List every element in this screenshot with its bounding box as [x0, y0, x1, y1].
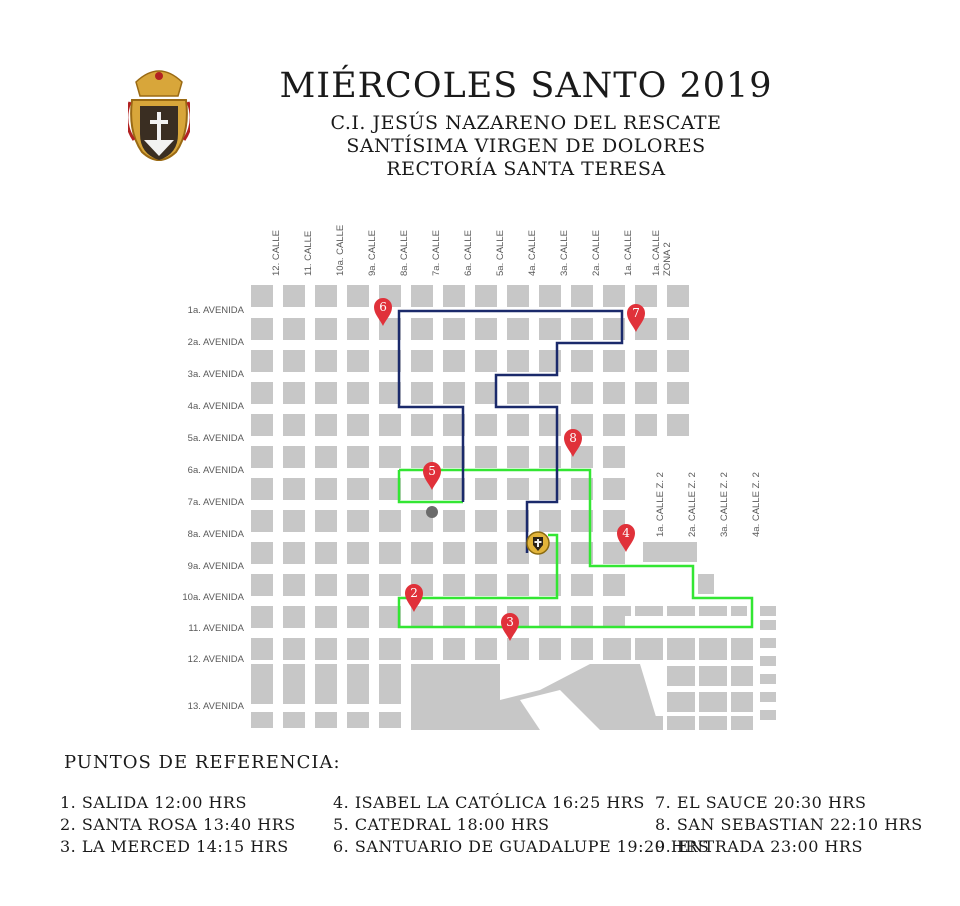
city-block: [379, 664, 401, 704]
subtitle-line-2: SANTÍSIMA VIRGEN DE DOLORES: [346, 135, 706, 157]
city-block: [283, 478, 305, 500]
city-block: [379, 382, 401, 404]
city-block: [443, 285, 465, 307]
calle-label: ZONA 2: [662, 242, 673, 276]
city-block: [315, 664, 337, 704]
city-block: [539, 638, 561, 660]
city-block: [283, 285, 305, 307]
city-block: [443, 542, 465, 564]
city-block: [379, 574, 401, 596]
city-block: [603, 350, 625, 372]
city-block: [635, 414, 657, 436]
city-block: [251, 285, 273, 307]
route-marker-label: 4: [622, 526, 630, 540]
city-block: [699, 638, 727, 660]
city-block: [315, 382, 337, 404]
references-column-2: [333, 792, 709, 858]
avenida-label: 7a. AVENIDA: [187, 497, 244, 508]
city-block: [411, 285, 433, 307]
city-block: [507, 542, 529, 564]
city-block: [571, 606, 593, 628]
city-block: [443, 606, 465, 628]
reference-item: 7. EL SAUCE 20:30 HRS: [655, 793, 867, 812]
city-block: [507, 285, 529, 307]
city-block: [379, 510, 401, 532]
city-block: [251, 414, 273, 436]
city-block: [760, 620, 776, 630]
city-block: [283, 414, 305, 436]
city-block: [251, 574, 273, 596]
city-block: [411, 638, 433, 660]
subtitle-line-1: C.I. JESÚS NAZARENO DEL RESCATE: [330, 112, 722, 134]
reference-dot: [426, 506, 438, 518]
city-block: [635, 606, 663, 616]
city-block: [347, 350, 369, 372]
city-block: [731, 666, 753, 686]
city-block: [539, 285, 561, 307]
references-title: PUNTOS DE REFERENCIA:: [64, 752, 341, 773]
calle-label: 1a. CALLE: [623, 230, 634, 276]
city-block: [251, 318, 273, 340]
calle-label: 11. CALLE: [303, 230, 314, 276]
city-block: [283, 712, 305, 728]
city-block: [731, 606, 747, 616]
avenida-label: 10a. AVENIDA: [182, 592, 244, 603]
city-block: [539, 606, 561, 628]
city-block: [379, 478, 401, 500]
city-block: [443, 478, 465, 500]
city-block: [347, 638, 369, 660]
city-block: [475, 574, 497, 596]
city-block: [475, 510, 497, 532]
city-block: [475, 638, 497, 660]
header: [0, 0, 960, 200]
city-block: [667, 318, 689, 340]
route-marker-label: 8: [569, 431, 577, 445]
city-block: [667, 414, 689, 436]
city-block: [603, 638, 631, 660]
city-block: [731, 692, 753, 712]
city-block: [603, 382, 625, 404]
subtitle-line-3: RECTORÍA SANTA TERESA: [386, 158, 666, 180]
city-block: [315, 318, 337, 340]
city-block: [507, 638, 529, 660]
calle-label: 5a. CALLE: [495, 230, 506, 276]
city-block: [443, 638, 465, 660]
city-block: [379, 606, 401, 628]
city-block: [283, 574, 305, 596]
city-block: [699, 666, 727, 686]
city-block: [315, 285, 337, 307]
city-block: [347, 510, 369, 532]
city-block: [251, 382, 273, 404]
city-block: [443, 414, 465, 436]
reference-item: 6. SANTUARIO DE GUADALUPE 19:20 HRS: [333, 837, 710, 856]
city-block: [475, 414, 497, 436]
calle-label: 1a. CALLE: [651, 230, 662, 276]
reference-item: 3. LA MERCED 14:15 HRS: [60, 837, 289, 856]
city-block: [760, 606, 776, 616]
route-marker-label: 5: [428, 464, 436, 478]
city-block: [283, 318, 305, 340]
reference-item: 5. CATEDRAL 18:00 HRS: [333, 815, 550, 834]
city-block: [667, 666, 695, 686]
route-marker-3-icon: [501, 613, 519, 641]
city-block: [667, 350, 689, 372]
avenida-label: 6a. AVENIDA: [187, 465, 244, 476]
city-block: [635, 382, 657, 404]
calle-label: 3a. CALLE: [559, 230, 570, 276]
calle-label: 2a. CALLE: [591, 230, 602, 276]
city-block: [507, 414, 529, 436]
city-block: [760, 674, 776, 684]
city-block: [507, 382, 529, 404]
city-block: [571, 638, 593, 660]
city-block: [603, 285, 625, 307]
references-column-3: [655, 792, 923, 858]
calle-label: 7a. CALLE: [431, 230, 442, 276]
city-block: [315, 542, 337, 564]
route-marker-label: 7: [632, 306, 640, 320]
city-block: [347, 414, 369, 436]
city-block: [760, 656, 776, 666]
city-block: [315, 478, 337, 500]
reference-item: 8. SAN SEBASTIAN 22:10 HRS: [655, 815, 923, 834]
city-block: [571, 285, 593, 307]
city-block: [507, 446, 529, 468]
city-block: [315, 606, 337, 628]
city-block: [347, 285, 369, 307]
city-block: [283, 664, 305, 704]
city-block: [539, 382, 561, 404]
city-block: [731, 638, 753, 660]
calle-label: 6a. CALLE: [463, 230, 474, 276]
city-block: [507, 510, 529, 532]
city-block: [251, 712, 273, 728]
city-block: [251, 446, 273, 468]
city-block: [411, 318, 433, 340]
city-block: [603, 542, 625, 564]
city-block: [667, 285, 689, 307]
city-block: [251, 542, 273, 564]
references-column-1: [60, 792, 296, 858]
avenida-label: 1a. AVENIDA: [187, 305, 244, 316]
city-block: [699, 716, 727, 730]
city-block: [315, 446, 337, 468]
city-block: [731, 716, 753, 730]
avenida-label: 3a. AVENIDA: [187, 369, 244, 380]
city-block: [760, 710, 776, 720]
city-block: [571, 318, 593, 340]
city-block: [667, 606, 695, 616]
city-block: [698, 574, 714, 594]
avenida-label: 13. AVENIDA: [187, 701, 244, 712]
city-block: [507, 574, 529, 596]
city-block: [347, 478, 369, 500]
city-block: [699, 692, 727, 712]
city-block: [475, 350, 497, 372]
city-block: [251, 350, 273, 372]
city-block: [635, 285, 657, 307]
route-marker-label: 3: [506, 615, 514, 629]
city-block: [603, 574, 625, 596]
city-block: [347, 318, 369, 340]
city-block: [603, 414, 625, 436]
city-block: [283, 510, 305, 532]
avenida-label: 2a. AVENIDA: [187, 337, 244, 348]
city-block: [251, 638, 273, 660]
city-block: [283, 606, 305, 628]
city-block: [379, 712, 401, 728]
route-marker-label: 2: [410, 586, 418, 600]
city-block: [347, 382, 369, 404]
city-block: [699, 606, 727, 616]
route-marker-label: 6: [379, 300, 387, 314]
city-block: [507, 478, 529, 500]
city-block: [475, 542, 497, 564]
city-block: [283, 350, 305, 372]
city-block: [603, 478, 625, 500]
city-block: [539, 510, 561, 532]
city-block: [315, 638, 337, 660]
city-block: [283, 382, 305, 404]
city-block: [539, 318, 561, 340]
city-block: [251, 510, 273, 532]
city-block: [379, 446, 401, 468]
calle-label: 12. CALLE: [271, 230, 282, 276]
city-block: [475, 318, 497, 340]
city-block: [347, 542, 369, 564]
city-block: [475, 382, 497, 404]
city-block: [347, 664, 369, 704]
city-block: [475, 446, 497, 468]
city-block: [347, 606, 369, 628]
city-block: [379, 350, 401, 372]
city-block: [507, 350, 529, 372]
city-block: [315, 574, 337, 596]
city-block: [411, 414, 433, 436]
city-block: [443, 318, 465, 340]
city-block: [475, 478, 497, 500]
calle-label: 8a. CALLE: [399, 230, 410, 276]
city-block: [603, 446, 625, 468]
city-block: [411, 350, 433, 372]
calle-label: 4a. CALLE: [527, 230, 538, 276]
city-block: [411, 542, 433, 564]
city-block: [667, 716, 695, 730]
city-block: [315, 350, 337, 372]
city-block: [443, 382, 465, 404]
reference-item: 2. SANTA ROSA 13:40 HRS: [60, 815, 296, 834]
city-block: [667, 692, 695, 712]
city-block: [283, 446, 305, 468]
city-block: [251, 664, 273, 704]
city-block: [475, 285, 497, 307]
reference-item: 9. ENTRADA 23:00 HRS: [655, 837, 863, 856]
city-block: [571, 382, 593, 404]
city-block: [603, 606, 631, 616]
calle-label: 1a. CALLE Z. 2: [655, 472, 666, 537]
city-block: [760, 692, 776, 702]
page-title: MIÉRCOLES SANTO 2019: [279, 66, 773, 106]
city-block: [443, 446, 465, 468]
city-block: [643, 542, 697, 562]
city-block: [443, 350, 465, 372]
city-block: [315, 712, 337, 728]
avenida-label: 8a. AVENIDA: [187, 529, 244, 540]
city-block: [635, 638, 663, 660]
city-block: [475, 606, 497, 628]
reference-item: 4. ISABEL LA CATÓLICA 16:25 HRS: [333, 793, 645, 812]
city-block: [379, 542, 401, 564]
city-block: [411, 382, 433, 404]
city-block: [251, 606, 273, 628]
city-block: [251, 478, 273, 500]
city-block: [379, 638, 401, 660]
city-block: [760, 638, 776, 648]
calle-label: 10a. CALLE: [335, 224, 346, 276]
avenida-label: 12. AVENIDA: [187, 654, 244, 665]
city-block: [347, 574, 369, 596]
city-block: [443, 574, 465, 596]
city-block: [315, 510, 337, 532]
city-block: [347, 712, 369, 728]
city-block: [379, 414, 401, 436]
reference-item: 1. SALIDA 12:00 HRS: [60, 793, 247, 812]
city-block: [507, 318, 529, 340]
calle-label: 2a. CALLE Z. 2: [687, 472, 698, 537]
city-block: [283, 542, 305, 564]
city-block: [667, 382, 689, 404]
city-block: [315, 414, 337, 436]
city-block: [571, 350, 593, 372]
crest-marker-icon: [527, 532, 549, 554]
city-block: [347, 446, 369, 468]
avenida-label: 9a. AVENIDA: [187, 561, 244, 572]
avenida-label: 5a. AVENIDA: [187, 433, 244, 444]
city-block: [443, 510, 465, 532]
calle-label: 3a. CALLE Z. 2: [719, 472, 730, 537]
city-block: [667, 638, 695, 660]
avenida-label: 4a. AVENIDA: [187, 401, 244, 412]
city-block: [283, 638, 305, 660]
city-block: [635, 350, 657, 372]
city-block: [571, 574, 593, 596]
calle-label: 9a. CALLE: [367, 230, 378, 276]
calle-label: 4a. CALLE Z. 2: [751, 472, 762, 537]
avenida-label: 11. AVENIDA: [188, 623, 244, 634]
